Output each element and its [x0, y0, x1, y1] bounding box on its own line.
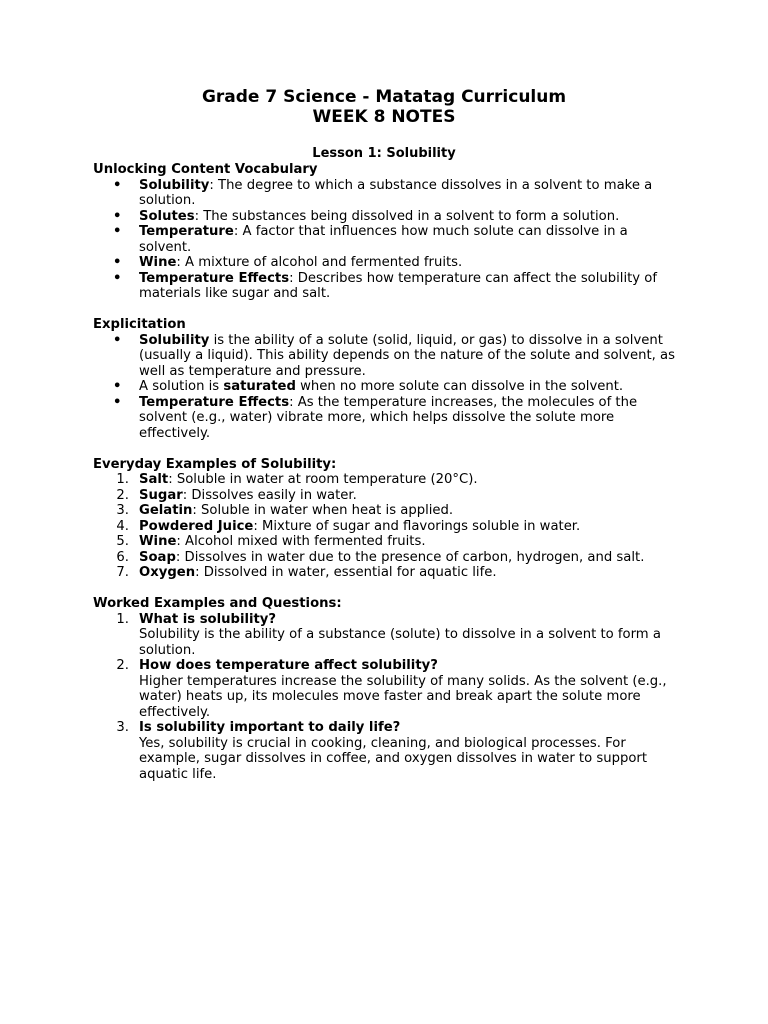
document-body — [93, 162, 683, 782]
term: Solutes — [139, 208, 195, 224]
list-item — [93, 503, 683, 519]
term: Wine — [139, 534, 177, 549]
term: Salt — [139, 472, 169, 487]
bullet-icon: • — [113, 224, 122, 239]
list-item — [93, 209, 683, 225]
definition: : Describes how temperature can affect the solubility of materials like sugar and salt. — [139, 270, 658, 301]
bullet-icon: • — [113, 379, 122, 394]
document-title: Grade 7 Science - Matatag Curriculum — [201, 87, 567, 107]
explanation: : As the temperature increases, the molecules of the solvent (e.g., water) vibrate more, which helps dissolve the solute more effectively. — [139, 394, 638, 441]
list-number: 3. — [116, 503, 129, 518]
term: Soap — [139, 549, 176, 565]
title-block — [0, 87, 768, 127]
list-number: 4. — [116, 518, 129, 534]
description: : Mixture of sugar and flavorings soluble in water. — [253, 518, 581, 534]
description: : Soluble in water when heat is applied. — [192, 503, 454, 518]
list-item — [93, 255, 683, 271]
list-item — [93, 519, 683, 535]
question: What is solubility? — [139, 611, 277, 627]
definition: : A mixture of alcohol and fermented fruits. — [176, 255, 463, 270]
list-item — [93, 333, 683, 380]
answer: Solubility is the ability of a substance (solute) to dissolve in a solvent to form a solution. — [139, 627, 661, 658]
description: : Dissolves in water due to the presence of carbon, hydrogen, and salt. — [175, 549, 645, 565]
list-item — [93, 658, 683, 720]
description: : Soluble in water at room temperature (20°C). — [168, 472, 478, 487]
explanation-prefix: A solution is — [139, 379, 224, 394]
answer: Higher temperatures increase the solubility of many solids. As the solvent (e.g., water) heats up, its molecules move faster and break apart the solute more effectively. — [139, 673, 667, 720]
list-item — [93, 534, 683, 550]
term: Temperature — [139, 224, 234, 239]
list-item — [93, 178, 683, 209]
worked-examples-list — [93, 612, 683, 783]
vocabulary-heading: Unlocking Content Vocabulary — [93, 162, 318, 177]
list-item — [93, 720, 683, 782]
question: How does temperature affect solubility? — [139, 658, 438, 673]
document-subtitle: WEEK 8 NOTES — [312, 107, 456, 127]
bullet-icon: • — [113, 394, 122, 410]
answer: Yes, solubility is crucial in cooking, cleaning, and biological processes. For example, sugar dissolves in coffee, and oxygen dissolves in water to support aquatic life. — [139, 735, 647, 782]
worked-examples-heading: Worked Examples and Questions: — [93, 596, 342, 611]
term: Solubility — [139, 177, 210, 193]
list-number: 1. — [116, 611, 129, 627]
list-number: 7. — [116, 565, 129, 580]
list-number: 2. — [116, 487, 129, 503]
list-number: 5. — [116, 534, 129, 549]
term: saturated — [223, 379, 296, 394]
list-item — [93, 395, 683, 442]
description: : Dissolves easily in water. — [182, 487, 357, 503]
description: : Dissolved in water, essential for aquatic life. — [195, 565, 497, 580]
list-item — [93, 565, 683, 581]
lesson-heading: Lesson 1: Solubility — [312, 146, 456, 161]
question: Is solubility important to daily life? — [139, 720, 401, 735]
term: Gelatin — [139, 503, 193, 518]
list-item — [93, 488, 683, 504]
examples-heading: Everyday Examples of Solubility: — [93, 456, 337, 472]
list-item — [93, 472, 683, 488]
definition: : A factor that influences how much solute can dissolve in a solvent. — [139, 224, 628, 255]
list-item — [93, 271, 683, 302]
list-item — [93, 379, 683, 395]
list-number: 6. — [116, 549, 129, 565]
term: Temperature Effects — [139, 394, 290, 410]
definition: : The substances being dissolved in a solvent to form a solution. — [194, 208, 620, 224]
term: Sugar — [139, 487, 183, 503]
bullet-icon: • — [113, 270, 122, 286]
list-number: 3. — [116, 720, 129, 735]
list-number: 2. — [116, 658, 129, 673]
term: Oxygen — [139, 565, 196, 580]
bullet-icon: • — [113, 332, 122, 348]
bullet-icon: • — [113, 255, 122, 270]
explicitation-list — [93, 333, 683, 442]
list-item — [93, 612, 683, 659]
definition: : The degree to which a substance dissolves in a solvent to make a solution. — [139, 177, 653, 208]
bullet-icon: • — [113, 177, 122, 193]
list-number: 1. — [116, 472, 129, 487]
bullet-icon: • — [113, 208, 122, 224]
term: Wine — [139, 255, 177, 270]
term: Solubility — [139, 332, 210, 348]
term: Temperature Effects — [139, 270, 290, 286]
explanation-suffix: when no more solute can dissolve in the solvent. — [295, 379, 624, 394]
examples-list — [93, 472, 683, 581]
explanation: is the ability of a solute (solid, liquid, or gas) to dissolve in a solvent (usually a liquid). This ability depends on the nature of the solute and solvent, as well as temperature and pressure. — [139, 332, 675, 379]
explicitation-heading: Explicitation — [93, 317, 186, 332]
list-item — [93, 550, 683, 566]
term: Powdered Juice — [139, 518, 254, 534]
description: : Alcohol mixed with fermented fruits. — [176, 534, 426, 549]
list-item — [93, 224, 683, 255]
vocabulary-list — [93, 178, 683, 302]
